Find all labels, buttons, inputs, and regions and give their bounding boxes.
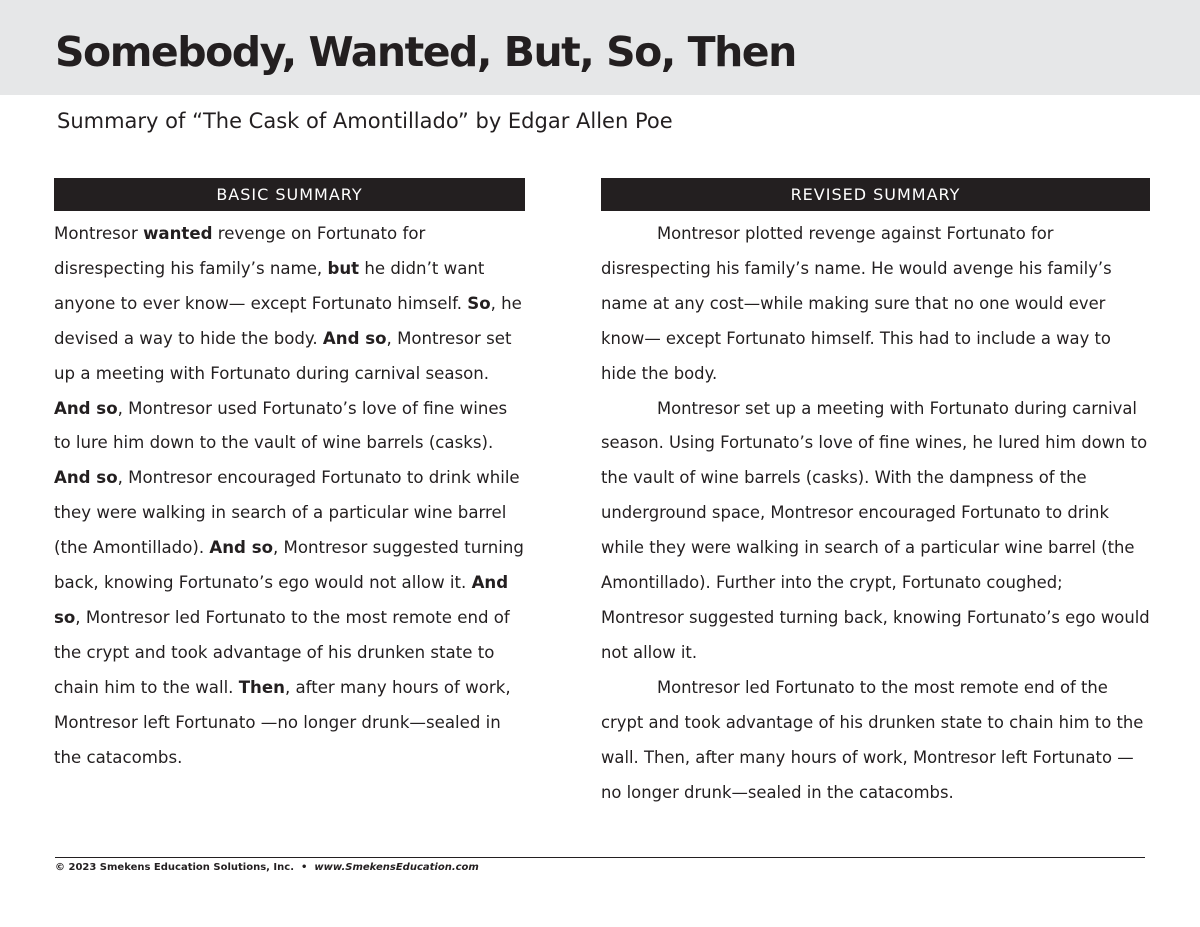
revised-summary-text: [601, 217, 1150, 810]
page-title: Somebody, Wanted, But, So, Then: [55, 28, 796, 76]
keyword-highlight: Then: [238, 677, 285, 697]
footer-website: www.SmekensEducation.com: [314, 862, 479, 873]
revised-paragraph: Montresor led Fortunato to the most remote end of the crypt and took advantage of his drunken state to chain him to the wall. Then, after many hours of work, Montresor left Fortunato —no longer drunk—sealed in the catacombs.: [601, 677, 1144, 802]
summary-text-run: Montresor: [54, 224, 144, 243]
summary-text-run: , he devised a way to hide the body.: [54, 293, 522, 348]
revised-paragraph: Montresor set up a meeting with Fortunato during carnival season. Using Fortunato’s love of fine wines, he lured him down to the vault of wine barrels (casks). With the dampness of the underground space, Montresor encouraged Fortunato to drink while they were walking in search of a particular wine barrel (the Amontillado). Further into the crypt, Fortunato coughed; Montresor suggested turning back, knowing Fortunato’s ego would not allow it.: [601, 398, 1150, 662]
footer-divider: [55, 857, 1145, 858]
keyword-highlight: And so: [209, 538, 273, 558]
keyword-highlight: And so: [322, 328, 387, 348]
revised-summary-heading: REVISED SUMMARY: [601, 178, 1150, 211]
summary-text-run: revenge on Fortunato for disrespecting his family’s name,: [54, 224, 426, 278]
summary-text-run: , Montresor led Fortunato to the most remote end of the crypt and took advantage of his drunken state to chain him to the wall.: [54, 607, 510, 697]
footer-separator: •: [301, 862, 308, 873]
summary-text-run: , Montresor suggested turning back, knowing Fortunato’s ego would not allow it.: [54, 538, 524, 593]
keyword-highlight: wanted: [143, 224, 213, 243]
summary-text-run: , after many hours of work, Montresor left Fortunato —no longer drunk—sealed in the catacombs.: [54, 677, 511, 767]
footer: [55, 861, 479, 875]
revised-summary-column: [601, 178, 1150, 810]
summary-text-run: , Montresor used Fortunato’s love of fine wines to lure him down to the vault of wine barrels (casks).: [54, 398, 508, 453]
keyword-highlight: So: [467, 293, 491, 313]
keyword-highlight: And so: [54, 468, 118, 488]
footer-copyright: © 2023 Smekens Education Solutions, Inc.: [55, 862, 294, 873]
keyword-highlight: but: [327, 258, 360, 278]
summary-text-run: , Montresor set up a meeting with Fortunato during carnival season.: [54, 328, 512, 383]
revised-paragraph: Montresor plotted revenge against Fortunato for disrespecting his family’s name. He would avenge his family’s name at any cost—while making sure that no one would ever know— except Fortunato himself. This had to include a way to hide the body.: [601, 224, 1112, 383]
keyword-highlight: And so: [54, 398, 118, 418]
summary-text-run: he didn’t want anyone to ever know— except Fortunato himself.: [54, 258, 485, 313]
page-subtitle: Summary of “The Cask of Amontillado” by Edgar Allen Poe: [57, 109, 673, 133]
summary-text-run: , Montresor encouraged Fortunato to drink while they were walking in search of a particular wine barrel (the Amontillado).: [54, 468, 520, 558]
basic-summary-column: [54, 178, 525, 776]
basic-summary-heading: BASIC SUMMARY: [54, 178, 525, 211]
keyword-highlight: And so: [54, 573, 509, 627]
basic-summary-text: [54, 217, 525, 776]
